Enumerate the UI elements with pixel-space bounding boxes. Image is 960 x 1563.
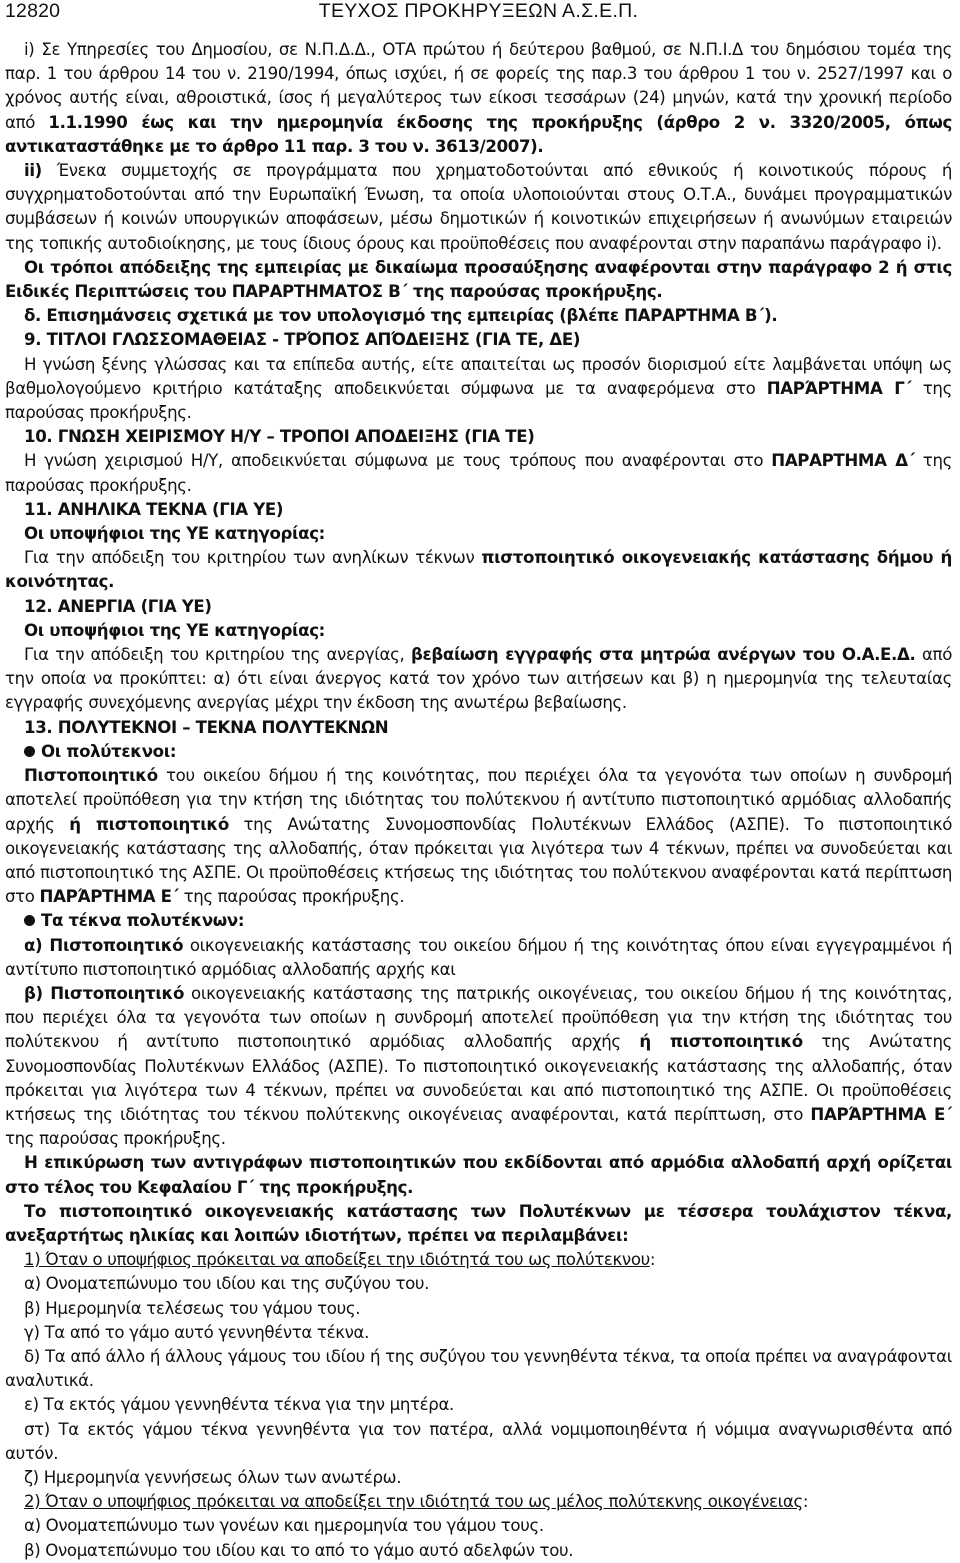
paragraph <box>5 1321 952 1345</box>
paragraph <box>5 1151 952 1199</box>
text-run: της παρούσας προκήρυξης. <box>5 1129 226 1149</box>
text-run: οικογενειακής κατάστασης της πατρικής οικογένειας, του οικείου δήμου ή της κοινότητας, που περιέχει όλα τα γεγονότα των οποίων η συνδρομή αποτελεί προϋπόθεση για την κτήση της ιδιότητας του πολύτεκνου ή αντίτυπο πιστοποιητικό αρμόδιας αλλοδαπής αρχής <box>5 983 952 1052</box>
text-run: της παρούσας προκήρυξης. <box>178 887 405 907</box>
paragraph <box>5 595 952 619</box>
bold-text: ΠΑΡΑΡΤΗΜΑ Δ΄ <box>771 451 915 471</box>
bold-text: ΠΑΡΆΡΤΗΜΑ Ε΄ <box>810 1104 952 1124</box>
bold-text: 9. ΤΙΤΛΟΙ ΓΛΩΣΣΟΜΑΘΕΙΑΣ - ΤΡΌΠΟΣ ΑΠΌΔΕΙΞΗΣ (ΓΙΑ ΤΕ, ΔΕ) <box>24 330 581 350</box>
journal-title: ΤΕΥΧΟΣ ΠΡΟΚΗΡΥΞΕΩΝ Α.Σ.Ε.Π. <box>318 0 639 22</box>
text-run: Ένεκα συμμετοχής σε προγράμματα που χρηματοδοτούνται από εθνικούς ή κοινοτικούς πόρους ή συγχρηματοδοτούνται από την Ευρωπαϊκή Ένωση, τα οποία υλοποιούνται στους Ο.Τ.Α., δυνάμει προγραμματικών συμβάσεων ή κοινών υπουργικών αποφάσεων, μέσω δημοτικών ή κοινοτικών επιχειρήσεων ή ανωνύμων εταιρειών της τοπικής αυτοδιοίκησης, με τους ίδιους όρους και προϋποθέσεις που αναφέρονται στην παραπάνω παράγραφο i). <box>5 161 952 253</box>
text-run: ε) Τα εκτός γάμου γεννηθέντα τέκνα για την μητέρα. <box>24 1395 454 1415</box>
text-run: της παρούσας προκήρυξης. <box>5 451 953 495</box>
bold-text: 13. ΠΟΛΥΤΕΚΝΟΙ – ΤΕΚΝΑ ΠΟΛΥΤΕΚΝΩΝ <box>24 717 389 737</box>
bold-text: Τα τέκνα πολυτέκνων: <box>41 911 245 931</box>
paragraph <box>5 643 952 716</box>
bold-text: ή πιστοποιητικό <box>69 814 229 834</box>
paragraph <box>5 328 952 352</box>
paragraph <box>5 1466 952 1490</box>
text-run: της παρούσας προκήρυξης. <box>5 378 952 423</box>
bold-text: δ. Επισημάνσεις σχετικά με τον υπολογισμό της εμπειρίας (βλέπε ΠΑΡΑΡΤΗΜΑ Β΄). <box>24 306 778 326</box>
paragraph <box>5 1297 952 1321</box>
bold-text: Η επικύρωση των αντιγράφων πιστοποιητικών που εκδίδονται από αρμόδια αλλοδαπή αρχή ορίζεται στο τέλος του Κεφαλαίου Γ΄ της προκήρυξης. <box>5 1153 952 1197</box>
bold-text: 10. ΓΝΩΣΗ ΧΕΙΡΙΣΜΟΥ Η/Υ – ΤΡΟΠΟΙ ΑΠΟΔΕΙΞΗΣ (ΓΙΑ ΤΕ) <box>24 427 535 447</box>
text-run: Για την απόδειξη του κριτηρίου των ανηλίκων τέκνων <box>24 548 482 568</box>
bullet-icon <box>24 915 35 926</box>
bold-text: Οι πολύτεκνοι: <box>41 741 177 761</box>
paragraph <box>5 982 952 1151</box>
paragraph <box>5 546 952 594</box>
bold-text: βεβαίωση εγγραφής στα μητρώα ανέργων του Ο.Α.Ε.Δ. <box>410 645 916 665</box>
bold-text: ή πιστοποιητικό <box>639 1032 803 1052</box>
paragraph <box>5 159 952 256</box>
paragraph <box>5 449 952 497</box>
document-body <box>5 38 952 1563</box>
text-run: γ) Τα από το γάμο αυτό γεννηθέντα τέκνα. <box>24 1322 370 1342</box>
bold-text: πιστοποιητικό οικογενειακής κατάστασης δήμου ή κοινότητας. <box>5 548 952 592</box>
bold-text: α) Πιστοποιητικό <box>24 935 184 955</box>
paragraph <box>5 522 952 546</box>
paragraph <box>5 1393 952 1417</box>
text-run: β) Ημερομηνία τελέσεως του γάμου τους. <box>24 1298 361 1318</box>
text-run: από την οποία να προκύπτει: α) ότι είναι άνεργος κατά τον χρόνο των αιτήσεων και β) η ημερομηνία της τελευταίας εγγραφής συνεχόμενης ανεργίας μέχρι την έκδοση της ανωτέρω βεβαίωσης. <box>5 645 952 713</box>
text-run: : <box>649 1250 656 1270</box>
paragraph <box>5 740 952 764</box>
paragraph <box>5 934 952 982</box>
bold-text: 11. ΑΝΗΛΙΚΑ ΤΕΚΝΑ (ΓΙΑ ΥΕ) <box>24 499 284 519</box>
bold-text: β) Πιστοποιητικό <box>24 983 185 1003</box>
paragraph <box>5 498 952 522</box>
paragraph <box>5 909 952 933</box>
text-run: του οικείου δήμου ή της κοινότητας, που περιέχει όλα τα γεγονότα των οποίων η συνδρομή αποτελεί προϋπόθεση για την κτήση της ιδιότητας του πολύτεκνου ή αντίτυπο πιστοποιητικό αρμόδιας αλλοδαπής αρχής <box>5 766 952 834</box>
text-run: i) Σε Υπηρεσίες του Δημοσίου, σε Ν.Π.Δ.Δ., ΟΤΑ πρώτου ή δεύτερου βαθμού, σε Ν.Π.Ι.Δ του δημόσιου τομέα της παρ. 1 του άρθρου 14 του ν. 2190/1994, όπως ισχύει, ή σε φορείς της παρ.3 του άρθρου 1 του ν. 2527/1997 και ο χρόνος αυτής είναι, αθροιστικά, ίσος ή μεγαλύτερος των είκοσι τεσσάρων (24) μηνών, κατά την χρονική περίοδο από <box>5 40 952 132</box>
bold-text: 12. ΑΝΕΡΓΙΑ (ΓΙΑ ΥΕ) <box>24 596 212 616</box>
underlined-text: 1) Όταν ο υποψήφιος πρόκειται να αποδείξει την ιδιότητά του ως πολύτεκνου <box>24 1250 650 1270</box>
paragraph <box>5 1248 952 1272</box>
text-run: α) Ονοματεπώνυμο των γονέων και ημερομηνία του γάμου τους. <box>24 1516 544 1536</box>
bullet-icon <box>24 746 35 757</box>
text-run: Για την απόδειξη του κριτηρίου της ανεργίας, <box>24 645 411 665</box>
text-run: Η γνώση χειρισμού Η/Υ, αποδεικνύεται σύμφωνα με τους τρόπους που αναφέρονται στο <box>24 451 772 471</box>
bold-text: 1.1.1990 έως και την ημερομηνία έκδοσης της προκήρυξης (άρθρο 2 ν. 3320/2005, όπως αντικαταστάθηκε με το άρθρο 11 παρ. 3 του ν. 3613/2007). <box>5 112 952 156</box>
paragraph <box>5 1272 952 1296</box>
paragraph <box>5 764 952 909</box>
text-run: οικογενειακής κατάστασης του οικείου δήμου ή της κοινότητας όπου είναι εγγεγραμμένοι ή αντίτυπο πιστοποιητικό αρμόδιας αλλοδαπής αρχής και <box>5 935 952 979</box>
bold-text: Πιστοποιητικό <box>24 766 158 786</box>
underlined-text: 2) Όταν ο υποψήφιος πρόκειται να αποδείξει την ιδιότητά του ως μέλος πολύτεκνης οικογένειας <box>24 1492 803 1512</box>
bold-text: Οι τρόποι απόδειξης της εμπειρίας με δικαίωμα προσαύξησης αναφέρονται στην παράγραφο 2 ή στις Ειδικές Περιπτώσεις του ΠΑΡΑΡΤΗΜΑΤΟΣ Β΄ της παρούσας προκήρυξης. <box>5 257 952 302</box>
paragraph <box>5 619 952 643</box>
bold-text: ΠΑΡΆΡΤΗΜΑ Ε΄ <box>39 887 179 907</box>
text-run: ζ) Ημερομηνία γεννήσεως όλων των ανωτέρω. <box>24 1467 402 1487</box>
bold-text: Οι υποψήφιοι της ΥΕ κατηγορίας: <box>24 620 325 640</box>
text-run: : <box>802 1492 809 1512</box>
paragraph <box>5 1514 952 1538</box>
paragraph <box>5 1539 952 1563</box>
paragraph <box>5 1490 952 1514</box>
bold-text: ΠΑΡΆΡΤΗΜΑ Γ΄ <box>766 378 912 398</box>
paragraph <box>5 38 952 159</box>
paragraph <box>5 353 952 426</box>
text-run: β) Ονοματεπώνυμο του ιδίου και το από το γάμο αυτό αδελφών του. <box>24 1540 574 1560</box>
text-run: δ) Τα από άλλο ή άλλους γάμους του ιδίου ή της συζύγου του γεννηθέντα τέκνα, τα οποία πρέπει να αναγράφονται αναλυτικά. <box>5 1346 952 1391</box>
paragraph <box>5 425 952 449</box>
bold-text: Οι υποψήφιοι της ΥΕ κατηγορίας: <box>24 524 325 544</box>
page-number: 12820 <box>5 0 61 22</box>
paragraph <box>5 256 952 304</box>
page-header <box>5 0 952 38</box>
paragraph <box>5 716 952 740</box>
paragraph <box>5 1200 952 1248</box>
text-run: της Ανώτατης Συνομοσπονδίας Πολυτέκνων Ελλάδος (ΑΣΠΕ). Το πιστοποιητικό οικογενειακής κατάστασης της αλλοδαπής, όταν πρόκειται για λιγότερα των 4 τέκνων, πρέπει να συνοδεύεται και από πιστοποιητικό της ΑΣΠΕ. Οι προϋποθέσεις κτήσεως της ιδιότητας του πολύτεκνου αναφέρονται κατά περίπτωση στο <box>5 814 952 907</box>
bold-text: ii) <box>24 161 42 181</box>
paragraph <box>5 1345 952 1393</box>
text-run: της Ανώτατης Συνομοσπονδίας Πολυτέκνων Ελλάδος (ΑΣΠΕ). Το πιστοποιητικό οικογενειακής κατάστασης της αλλοδαπής, όταν πρόκειται για λιγότερα των 4 τέκνων, πρέπει να συνοδεύεται και από πιστοποιητικό της ΑΣΠΕ. Οι προϋποθέσεις κτήσεως της ιδιότητας του τέκνου πολύτεκνης οικογένειας αναφέρονται, κατά περίπτωση, στο <box>5 1032 953 1124</box>
bold-text: Το πιστοποιητικό οικογενειακής κατάστασης των Πολυτέκνων με τέσσερα τουλάχιστον τέκνα, ανεξαρτήτως ηλικίας και λοιπών ιδιοτήτων, πρέπει να περιλαμβάνει: <box>5 1201 952 1245</box>
text-run: στ) Τα εκτός γάμου τέκνα γεννηθέντα για τον πατέρα, αλλά νομιμοποιηθέντα ή νόμιμα αναγνωρισθέντα από αυτόν. <box>5 1419 952 1463</box>
paragraph <box>5 304 952 328</box>
text-run: α) Ονοματεπώνυμο του ιδίου και της συζύγου του. <box>24 1274 430 1294</box>
text-run: Η γνώση ξένης γλώσσας και τα επίπεδα αυτής, είτε απαιτείται ως προσόν διορισμού είτε λαμβάνεται υπόψη ως βαθμολογούμενο κριτήριο κατάταξης αποδεικνύεται σύμφωνα με τα αναφερόμενα στο <box>5 354 952 398</box>
